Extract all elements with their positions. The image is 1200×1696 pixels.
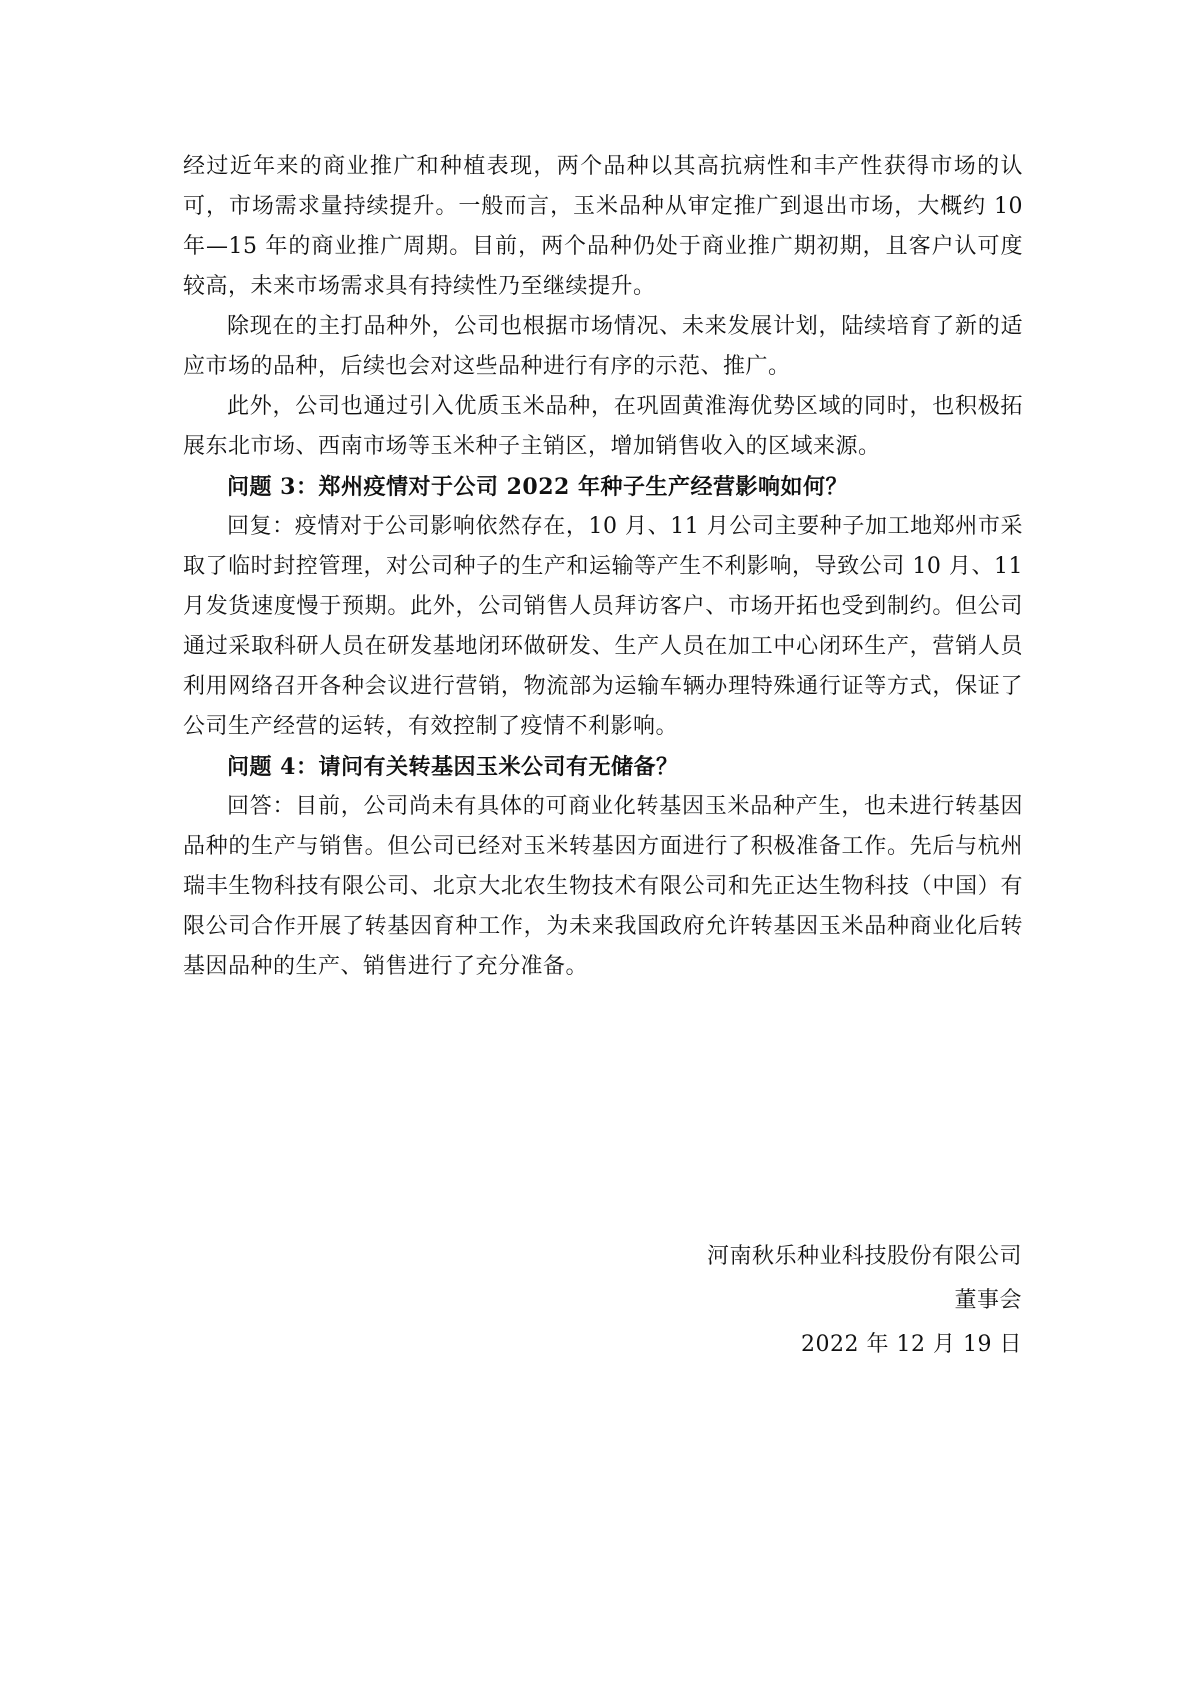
answer-4-paragraph: 回答：目前，公司尚未有具体的可商业化转基因玉米品种产生，也未进行转基因品种的生产与销售。但公司已经对玉米转基因方面进行了积极准备工作。先后与杭州瑞丰生物科技有限公司、北京大北农生物技术有限公司和先正达生物科技（中国）有限公司合作开展了转基因育种工作，为未来我国政府允许转基因玉米品种商业化后转基因品种的生产、销售进行了充分准备。 — [183, 794, 1023, 979]
answer-3-paragraph: 回复：疫情对于公司影响依然存在，10 月、11 月公司主要种子加工地郑州市采取了临时封控管理，对公司种子的生产和运输等产生不利影响，导致公司 10 月、11 月发货速度慢于预期。此外，公司销售人员拜访客户、市场开拓也受到制约。但公司通过采取科研人员在研发基地闭环做研发、生产人员在加工中心闭环生产，营销人员利用网络召开各种会议进行营销，物流部为运输车辆办理特殊通行证等方式，保证了公司生产经营的运转，有效控制了疫情不利影响。 — [183, 514, 1023, 739]
paragraph-market-expansion: 此外，公司也通过引入优质玉米品种，在巩固黄淮海优势区域的同时，也积极拓展东北市场、西南市场等玉米种子主销区，增加销售收入的区域来源。 — [183, 394, 1023, 459]
signature-company: 河南秋乐种业科技股份有限公司 — [706, 1244, 1022, 1269]
paragraph-market-demand: 经过近年来的商业推广和种植表现，两个品种以其高抗病性和丰产性获得市场的认可，市场需求量持续提升。一般而言，玉米品种从审定推广到退出市场，大概约 10 年—15 年的商业推广周期。目前，两个品种仍处于商业推广期初期，且客户认可度较高，未来市场需求具有持续性乃至继续提升。 — [183, 154, 1023, 299]
paragraph-new-varieties: 除现在的主打品种外，公司也根据市场情况、未来发展计划，陆续培育了新的适应市场的品种，后续也会对这些品种进行有序的示范、推广。 — [183, 314, 1023, 379]
signature-date: 2022 年 12 月 19 日 — [801, 1332, 1022, 1357]
signature-block — [707, 1235, 1022, 1367]
signature-board: 董事会 — [954, 1288, 1022, 1313]
question-4-heading: 问题 4：请问有关转基因玉米公司有无储备？ — [227, 754, 679, 780]
document-body — [183, 147, 1023, 987]
question-3-heading: 问题 3：郑州疫情对于公司 2022 年种子生产经营影响如何？ — [227, 474, 849, 500]
